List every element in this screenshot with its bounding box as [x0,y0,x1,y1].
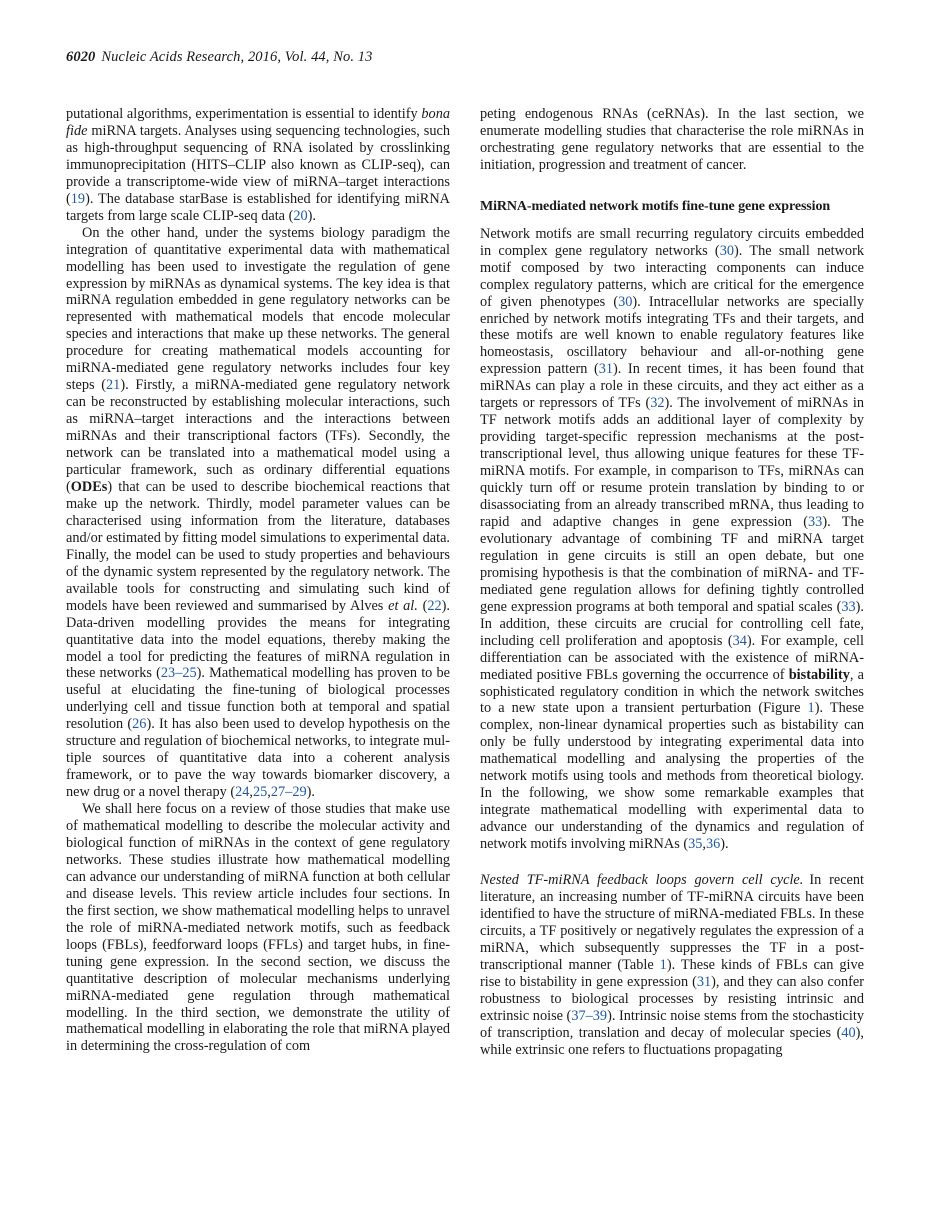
citation-link[interactable]: 31 [598,361,614,378]
right-column [480,106,864,1059]
citation-link[interactable]: 27–29 [270,784,307,801]
citation-link[interactable]: 37–39 [571,1007,608,1024]
journal-citation: Nucleic Acids Research, 2016, Vol. 44, No. 13 [101,49,373,65]
citation-link[interactable]: 40 [841,1024,856,1041]
page-number: 6020 [66,49,96,65]
citation-link[interactable]: 24 [235,784,250,801]
paragraph: peting endogenous RNAs (ceRNAs). In the last section, we enumerate modelling studies that characterise the role miRNAs in orchestrating gene regulatory networks that are essential to the initiation, progression and treatment of cancer. [480,106,864,173]
subsection-heading: Nested TF-miRNA feedback loops govern cell cycle. [480,872,804,889]
left-column [66,106,450,1055]
running-header [66,49,373,66]
citation-link[interactable]: 19 [70,190,86,207]
citation-link[interactable]: 25 [253,784,268,801]
citation-link[interactable]: 33 [841,598,856,615]
citation-link[interactable]: 21 [106,377,121,394]
paragraph: On the other hand, under the systems biology paradigm the integration of quantitative experimental data with mathematical modelling has been used to investigate the regulation of gene expression by miRNAs as dynamical systems. The key idea is that miRNA regulation embedded in gene regulatory networks can be represented with mathematical models that encode molecular species and interactions that make up these networks. The general procedure for creating mathematical models accounting for miRNA-mediated gene regulatory networks includes four key steps (21). Firstly, a miRNA-mediated gene regulatory network can be reconstructed by establishing molecular interactions, such as miRNA–target interactions and the interactions between miRNAs and their transcriptional factors (TFs). Secondly, the network can be translated into a mathematical model using a particular framework, such as ordinary differential equations (ODEs) that can be used to describe biochemical reactions that make up the network. Thirdly, model parameter values can be characterised using information from the literature, databases and/or estimated by fitting model simulations to experimental data. Finally, the model can be used to study properties and behaviours of the dynamic system represented by the regulatory network. The available tools for constructing and simulating such kind of models have been reviewed and summarised by Alves et al. (22). Data-driven modelling provides the means for integrating quantitative data into the model equations, thereby making the model a tool for predicting the features of miRNA regulation in these networks (23–25). Mathematical modelling has proven to be useful at elucidating the fine-tuning of biological processes underlying cell and tissue function both at temporal and spatial resolution (26). It has also been used to develop hypothesis on the structure and regulation of biochemical networks, to integrate multiple sources of quantitative data into a coherent analysis framework, or to pave the way towards biomarker discovery, a new drug or a novel therapy (24,25,27–29). [66,224,451,801]
citation-link[interactable]: 31 [696,973,712,990]
citation-link[interactable]: 32 [650,395,665,412]
citation-link[interactable]: 30 [618,293,633,310]
table-link[interactable]: 1 [659,956,667,973]
citation-link[interactable]: 33 [808,513,823,530]
citation-link[interactable]: 34 [732,632,747,649]
citation-link[interactable]: 30 [719,242,734,259]
paragraph: Nested TF-miRNA feedback loops govern cell cycle. In recent literature, an increasing number of TF-miRNA circuits have been identified to have the structure of miRNA-mediated FBLs. In these circuits, a TF positively or negatively regulates the expression of a miRNA, which subsequently suppresses the TF in a post-transcriptional manner (Table 1). These kinds of FBLs can give rise to bistability in gene expression (31), and they can also confer robustness to biological processes by resisting intrinsic and extrinsic noise (37–39). Intrinsic noise stems from the stochasticity of transcription, translation and decay of molecular species (40), while extrinsic one refers to fluctuations propagating [480,872,865,1058]
figure-link[interactable]: 1 [807,700,815,717]
paragraph: putational algorithms, experimentation is essential to identify bona fide miRNA targets. Analyses using sequencing technologies, such as high-throughput sequencing of RNA isolated by crosslinking immunoprecipitation (HITS–CLIP also known as CLIP-seq), can provide a transcriptome-wide view of miRNA–target interactions (19). The database starBase is established for identifying miRNA targets from large scale CLIP-seq data (20). [66,106,450,224]
paragraph: Network motifs are small recurring regulatory circuits embedded in complex gene regulatory networks (30). The small network motif composed by two interacting components can induce complex regulatory patterns, which are critical for the emergence of given phenotypes (30). Intracellular networks are specially enriched by network motifs integrating TFs and their targets, and these motifs are well known to enable regulatory features like homeostasis, oscillatory behaviour and all-or-nothing gene expression pattern (31). In recent times, it has been found that miRNAs can play a role in these circuits, and they act either as a targets or repressors of TFs (32). The involvement of miRNAs in TF network motifs adds an additional layer of complexity by providing target-specific repression mechanisms at the post-transcriptional level, thus allowing unique features for these TF-miRNA motifs. For example, in comparison to TFs, miRNAs can quickly turn off or resume protein translation by binding to or disassociating from an already transcribed mRNA, thus leading to rapid and adaptive changes in gene expression (33). The evolutionary advantage of combining TF and miRNA target regulation in gene circuits is still an open debate, but one promising hypothesis is that the combination of miRNA- and TF-mediated gene regulation allows for defining tightly controlled gene expression programs at both temporal and spatial scales (33). In addition, these circuits are crucial for controlling cell fate, including cell proliferation and apoptosis (34). For example, cell differentiation can be associated with the existence of miRNA-mediated positive FBLs governing the occurrence of bistability, a sophisticated regulatory condition in which the network switches to a new state upon a transient perturbation (Figure 1). These complex, non-linear dynamical properties such as bistability can only be fully understood by integrating experimental data into mathematical modelling and analysing the properties of the network motifs using tools and methods from theoretical biology. In the following, we show some remarkable examples that integrate mathematical modelling with experimental data to advance our understanding of the dynamics and regulation of network motifs involving miRNAs (35,36). [480,225,865,853]
citation-link[interactable]: 20 [293,207,308,224]
section-heading: MiRNA-mediated network motifs fine-tune gene expression [480,198,831,214]
citation-link[interactable]: 36 [705,836,721,853]
paragraph: We shall here focus on a review of those studies that make use of mathematical modelling to describe the molecular activity and biological function of miRNAs in the context of gene regulatory networks. These studies illustrate how mathematical modelling can advance our understanding of miRNA function at both cellular and disease levels. This review article includes four sections. In the first section, we show mathematical modelling helps to unravel the role of miRNA-mediated network motifs, such as feedback loops (FBLs), feedforward loops (FFLs) and target hubs, in fine-tuning gene expression. In the second section, we discuss the quantitative description of molecular mechanisms underlying miRNA-mediated gene regulation through mathematical modelling. In the third section, we demonstrate the utility of mathematical modelling in elaborating the role that miRNA played in determining the cross-regulation of com [66,801,450,1055]
citation-link[interactable]: 23–25 [160,665,197,682]
citation-link[interactable]: 26 [132,716,147,733]
citation-link[interactable]: 22 [427,597,442,614]
citation-link[interactable]: 35 [688,836,703,853]
